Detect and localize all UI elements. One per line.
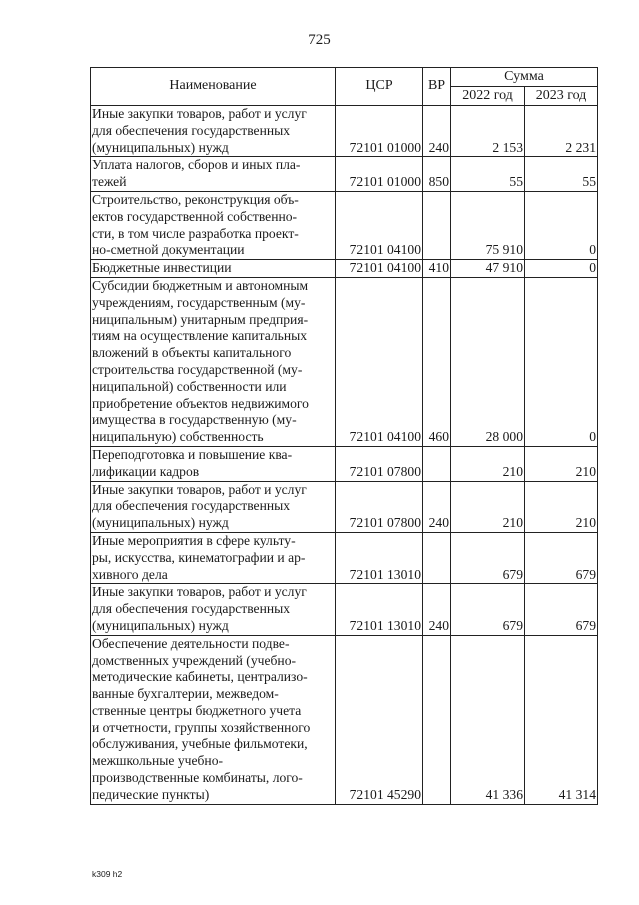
row-sum-2022: 2 153: [451, 106, 525, 157]
row-csr: 72101 01000: [336, 106, 423, 157]
row-sum-2023: 41 314: [525, 635, 598, 804]
table-row: [91, 191, 598, 259]
row-sum-2023: 210: [525, 481, 598, 532]
row-vr: 460: [423, 277, 451, 446]
footer-code: k309 h2: [92, 869, 123, 879]
row-name: Обеспечение деятельности подве- домственных учреждений (учебно- методические кабинеты, централизо- ванные бухгалтерии, межведом- ственные центры бюджетного учета и отчетности, группы хозяйственного обслуживания, учебные фильмотеки, межшкольные учебно- производственные комбинаты, лого- педические пункты): [91, 635, 336, 804]
page-number: 725: [308, 32, 331, 48]
table-row: [91, 277, 598, 446]
row-name: Бюджетные инвестиции: [91, 260, 336, 278]
row-vr: 850: [423, 157, 451, 192]
table-row: [91, 106, 598, 157]
row-sum-2022: 41 336: [451, 635, 525, 804]
table-row: [91, 481, 598, 532]
row-sum-2023: 679: [525, 584, 598, 635]
row-sum-2022: 679: [451, 584, 525, 635]
row-name: Иные закупки товаров, работ и услуг для обеспечения государственных (муниципальных) нужд: [91, 481, 336, 532]
row-sum-2022: 679: [451, 532, 525, 583]
row-vr: [423, 191, 451, 259]
header-name: Наименование: [91, 68, 336, 106]
row-vr: 410: [423, 260, 451, 278]
header-year-2022: 2022 год: [451, 87, 525, 106]
row-csr: 72101 01000: [336, 157, 423, 192]
table-row: [91, 532, 598, 583]
row-sum-2022: 28 000: [451, 277, 525, 446]
header-sum: Сумма: [451, 68, 598, 87]
row-name: Переподготовка и повышение ква- лификации кадров: [91, 446, 336, 481]
row-csr: 72101 13010: [336, 584, 423, 635]
header-csr: ЦСР: [336, 68, 423, 106]
row-sum-2023: 55: [525, 157, 598, 192]
row-sum-2023: 679: [525, 532, 598, 583]
row-csr: 72101 04100: [336, 277, 423, 446]
table-row: [91, 260, 598, 278]
row-sum-2023: 0: [525, 191, 598, 259]
row-name: Иные закупки товаров, работ и услуг для обеспечения государственных (муниципальных) нужд: [91, 584, 336, 635]
row-sum-2022: 75 910: [451, 191, 525, 259]
row-sum-2023: 0: [525, 260, 598, 278]
table-row: [91, 157, 598, 192]
row-csr: 72101 04100: [336, 260, 423, 278]
row-csr: 72101 04100: [336, 191, 423, 259]
row-name: Иные мероприятия в сфере культу- ры, искусства, кинематографии и ар- хивного дела: [91, 532, 336, 583]
row-sum-2022: 47 910: [451, 260, 525, 278]
budget-table: [90, 67, 598, 805]
row-name: Уплата налогов, сборов и иных пла- тежей: [91, 157, 336, 192]
table-row: [91, 635, 598, 804]
row-csr: 72101 13010: [336, 532, 423, 583]
row-vr: [423, 635, 451, 804]
table-row: [91, 446, 598, 481]
header-vr: ВР: [423, 68, 451, 106]
row-vr: [423, 532, 451, 583]
row-csr: 72101 07800: [336, 446, 423, 481]
row-name: Иные закупки товаров, работ и услуг для обеспечения государственных (муниципальных) нужд: [91, 106, 336, 157]
row-vr: 240: [423, 106, 451, 157]
row-sum-2022: 210: [451, 446, 525, 481]
row-csr: 72101 45290: [336, 635, 423, 804]
header-year-2023: 2023 год: [525, 87, 598, 106]
row-csr: 72101 07800: [336, 481, 423, 532]
row-vr: 240: [423, 584, 451, 635]
row-name: Субсидии бюджетным и автономным учреждениям, государственным (му- ниципальным) унитарным предприя- тиям на осуществление капитальных вложений в объекты капитального строительства государственной (му- ниципальной) собственности или приобретение объектов недвижимого имущества в государственную (му- ниципальную) собственность: [91, 277, 336, 446]
row-sum-2022: 210: [451, 481, 525, 532]
row-vr: [423, 446, 451, 481]
row-sum-2023: 210: [525, 446, 598, 481]
row-name: Строительство, реконструкция объ- ектов государственной собственно- сти, в том числе разработка проект- но-сметной документации: [91, 191, 336, 259]
row-vr: 240: [423, 481, 451, 532]
row-sum-2023: 2 231: [525, 106, 598, 157]
row-sum-2023: 0: [525, 277, 598, 446]
row-sum-2022: 55: [451, 157, 525, 192]
header-row: [91, 68, 598, 87]
table-row: [91, 584, 598, 635]
